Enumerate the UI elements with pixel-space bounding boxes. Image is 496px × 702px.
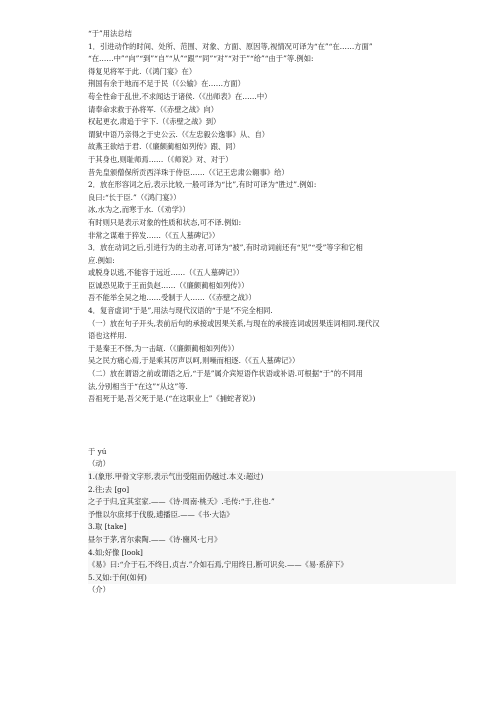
text-line: 昔先皇颁僧保所贡西洋珠于侍臣……（《记王忠肃公翱事》给）: [88, 167, 289, 177]
text-line: 于是秦王不怿,为一击缻.（《廉颇蔺相如列传》）: [88, 343, 239, 353]
text-line: 3.取 [take]: [88, 521, 456, 534]
text-line: 《易》曰:“介于石,不终日,贞吉.”介如石焉,宁用终日,断可识矣.——《易·系辞下》: [88, 559, 456, 572]
text-line: 于其身也,则耻师焉……（《师说》对、对于）: [88, 154, 233, 164]
text-line: 谓狱中语乃亲得之于史公云.（《左忠毅公逸事》从、自）: [88, 129, 270, 139]
text-line: 荆国有余于地而不足于民（《公输》在……方面）: [88, 79, 245, 89]
text-line: 1.(象形.甲骨文字形,表示气出受阻而仍越过.本义:超过): [88, 471, 456, 484]
text-line: 4．复音虚词“于是”,用法与现代汉语的“于是”不完全相同.: [88, 306, 273, 316]
text-line: 请奉命求救于孙将军.（《赤壁之战》向）: [88, 104, 219, 114]
summary-section: [88, 28, 456, 406]
text-line: 吴之民方痛心焉,于是乘其厉声以呵,则噪而相逐.（《五人墓碑记》）: [88, 356, 300, 366]
text-line: 予惟以尔庶邦于伐殷,逋播臣.——《书·大诰》: [88, 509, 456, 522]
text-line: “在……中”“向”“到”“自”“从”“跟”“同”“对”“对于”“给”“由于”等.例如:: [88, 54, 314, 64]
text-line: 臣诚恐见欺于王而负赵……（《廉颇蔺相如列传》）: [88, 280, 249, 290]
text-line: 冰,水为之,而寒于水.（《劝学》）: [88, 205, 190, 215]
text-line: 5.又如:于何(如何): [88, 572, 456, 585]
text-line: 吾不能举全吴之地……受制于人……（《赤壁之战》）: [88, 293, 256, 303]
text-line: 昼尔于茅,宵尔索陶.——《诗·豳风·七月》: [88, 534, 456, 547]
text-line: （一）放在句子开头,表前后句的承接或因果关系,与现在的承接连词或因果连词相同.现代汉: [88, 318, 380, 328]
text-line: 故燕王欲结于君.（《廉颇蔺相如列传》跟、同）: [88, 142, 240, 152]
summary-body: [88, 41, 456, 406]
text-line: 之子于归,宜其室家.——《诗·周南·桃夭》.毛传:“于,往也.”: [88, 496, 456, 509]
summary-title: “于”用法总结: [88, 29, 132, 38]
text-line: 1．引进动作的时间、处所、范围、对象、方面、原因等,视情况可译为“在”“在……方面”: [88, 41, 373, 51]
text-line: 或脱身以逃,不能容于远近……（《五人墓碑记》）: [88, 268, 244, 278]
dictionary-body: [88, 458, 456, 597]
text-line: 应.例如:: [88, 255, 115, 265]
text-line: 语也这样用.: [88, 331, 127, 341]
text-line: 法,分别相当于“在这”“从这”等.: [88, 381, 188, 391]
dictionary-headword: 于 yú: [88, 446, 107, 456]
text-line: （二）放在谓语之前或谓语之后,“于是”属介宾短语作状语或补语.可根据“于”的不同用: [88, 369, 363, 379]
text-line: （动）: [88, 459, 110, 469]
text-line: 2．放在形容词之后,表示比较,一般可译为“比”,有时可译为“胜过”.例如:: [88, 180, 317, 190]
text-line: 3．放在动词之后,引进行为的主动者,可译为“被”,有时动词前还有“见”“受”等字和它相: [88, 243, 363, 253]
text-line: 非常之谋难于猝发……（《五人墓碑记》）: [88, 230, 220, 240]
text-line: 吾祖死于是,吾父死于是.(“在这职业上”《捕蛇者说》): [88, 394, 256, 404]
text-line: （介）: [88, 585, 110, 595]
text-line: 良曰:“长于臣.”（《鸿门宴》）: [88, 192, 181, 202]
text-line: 得复见将军于此.（《鸿门宴》在）: [88, 66, 197, 76]
text-line: 2.往;去 [go]: [88, 484, 456, 497]
text-line: 4.如;好像 [look]: [88, 547, 456, 560]
text-line: 权起更衣,肃追于宇下.（《赤壁之战》到）: [88, 117, 221, 127]
text-line: 苟全性命于乱世,不求闻达于诸侯.（《出师表》在……中）: [88, 91, 272, 101]
dictionary-section: [88, 446, 456, 597]
text-line: 有时则只是表示对象的性质和状态,可不译.例如:: [88, 217, 242, 227]
